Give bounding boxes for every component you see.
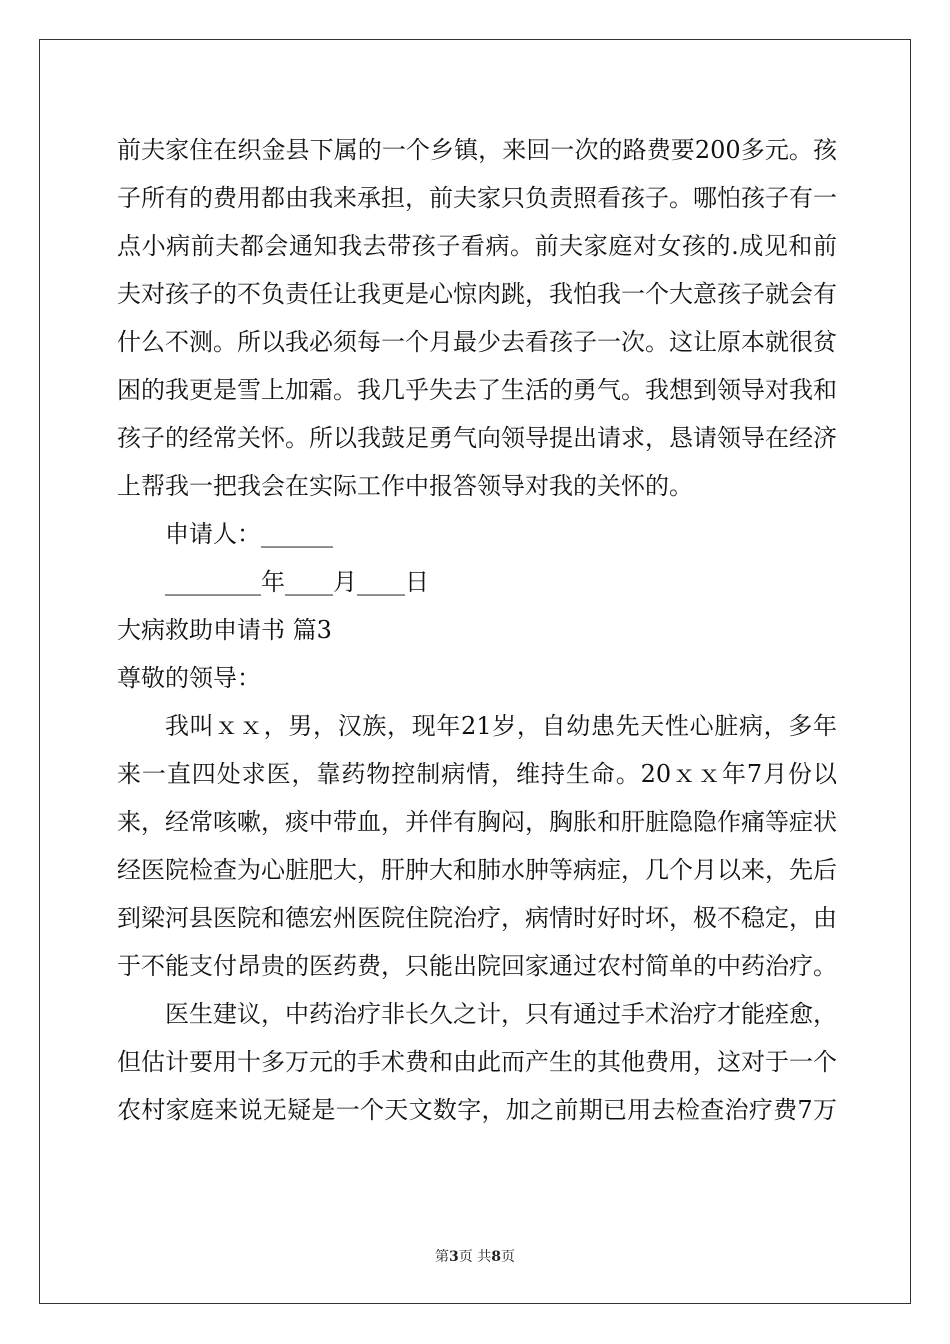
- text-line: 到梁河县医院和德宏州医院住院治疗，病情时好时坏，极不稳定，由: [117, 904, 837, 932]
- page-footer: [0, 1246, 950, 1266]
- paragraph-1: [117, 126, 837, 510]
- text-line: 困的我更是雪上加霜。我几乎失去了生活的勇气。我想到领导对我和: [117, 376, 837, 404]
- footer-mid: 页 共: [458, 1249, 492, 1265]
- date-line: ________年____月____日: [165, 568, 429, 596]
- text-line: 点小病前夫都会通知我去带孩子看病。前夫家庭对女孩的.成见和前: [117, 232, 837, 260]
- page-total: 8: [491, 1249, 501, 1265]
- text-line: 来，经常咳嗽，痰中带血，并伴有胸闷，胸胀和肝脏隐隐作痛等症状: [117, 808, 837, 836]
- text-line: 我叫ｘｘ，男，汉族，现年21岁，自幼患先天性心脏病，多年: [165, 712, 837, 740]
- text-line: 孩子的经常关怀。所以我鼓足勇气向领导提出请求，恳请领导在经济: [117, 424, 837, 452]
- text-line: 夫对孩子的不负责任让我更是心惊肉跳，我怕我一个大意孩子就会有: [117, 280, 837, 308]
- document-body: [117, 126, 837, 1134]
- footer-prefix: 第: [435, 1249, 450, 1265]
- text-line: 前夫家住在织金县下属的一个乡镇，来回一次的路费要200多元。孩: [117, 136, 837, 164]
- text-line: 经医院检查为心脏肥大，肝肿大和肺水肿等病症，几个月以来，先后: [117, 856, 837, 884]
- text-line: 子所有的费用都由我来承担，前夫家只负责照看孩子。哪怕孩子有一: [117, 184, 837, 212]
- page-number: 3: [449, 1249, 459, 1265]
- salutation: 尊敬的领导：: [117, 664, 261, 692]
- section-title: 大病救助申请书 篇3: [117, 616, 332, 644]
- text-line: 农村家庭来说无疑是一个天文数字，加之前期已用去检查治疗费7万: [117, 1096, 837, 1124]
- applicant-line: 申请人：______: [165, 520, 333, 548]
- paragraph-3: [117, 990, 837, 1134]
- text-line: 来一直四处求医，靠药物控制病情，维持生命。20ｘｘ年7月份以: [117, 760, 837, 788]
- footer-suffix: 页: [500, 1249, 515, 1265]
- text-line: 上帮我一把我会在实际工作中报答领导对我的关怀的。: [117, 472, 693, 500]
- text-line: 但估计要用十多万元的手术费和由此而产生的其他费用，这对于一个: [117, 1048, 837, 1076]
- text-line: 于不能支付昂贵的医药费，只能出院回家通过农村简单的中药治疗。: [117, 952, 837, 980]
- text-line: 什么不测。所以我必须每一个月最少去看孩子一次。这让原本就很贫: [117, 328, 837, 356]
- paragraph-2: [117, 702, 837, 990]
- text-line: 医生建议，中药治疗非长久之计，只有通过手术治疗才能痊愈，: [165, 1000, 837, 1028]
